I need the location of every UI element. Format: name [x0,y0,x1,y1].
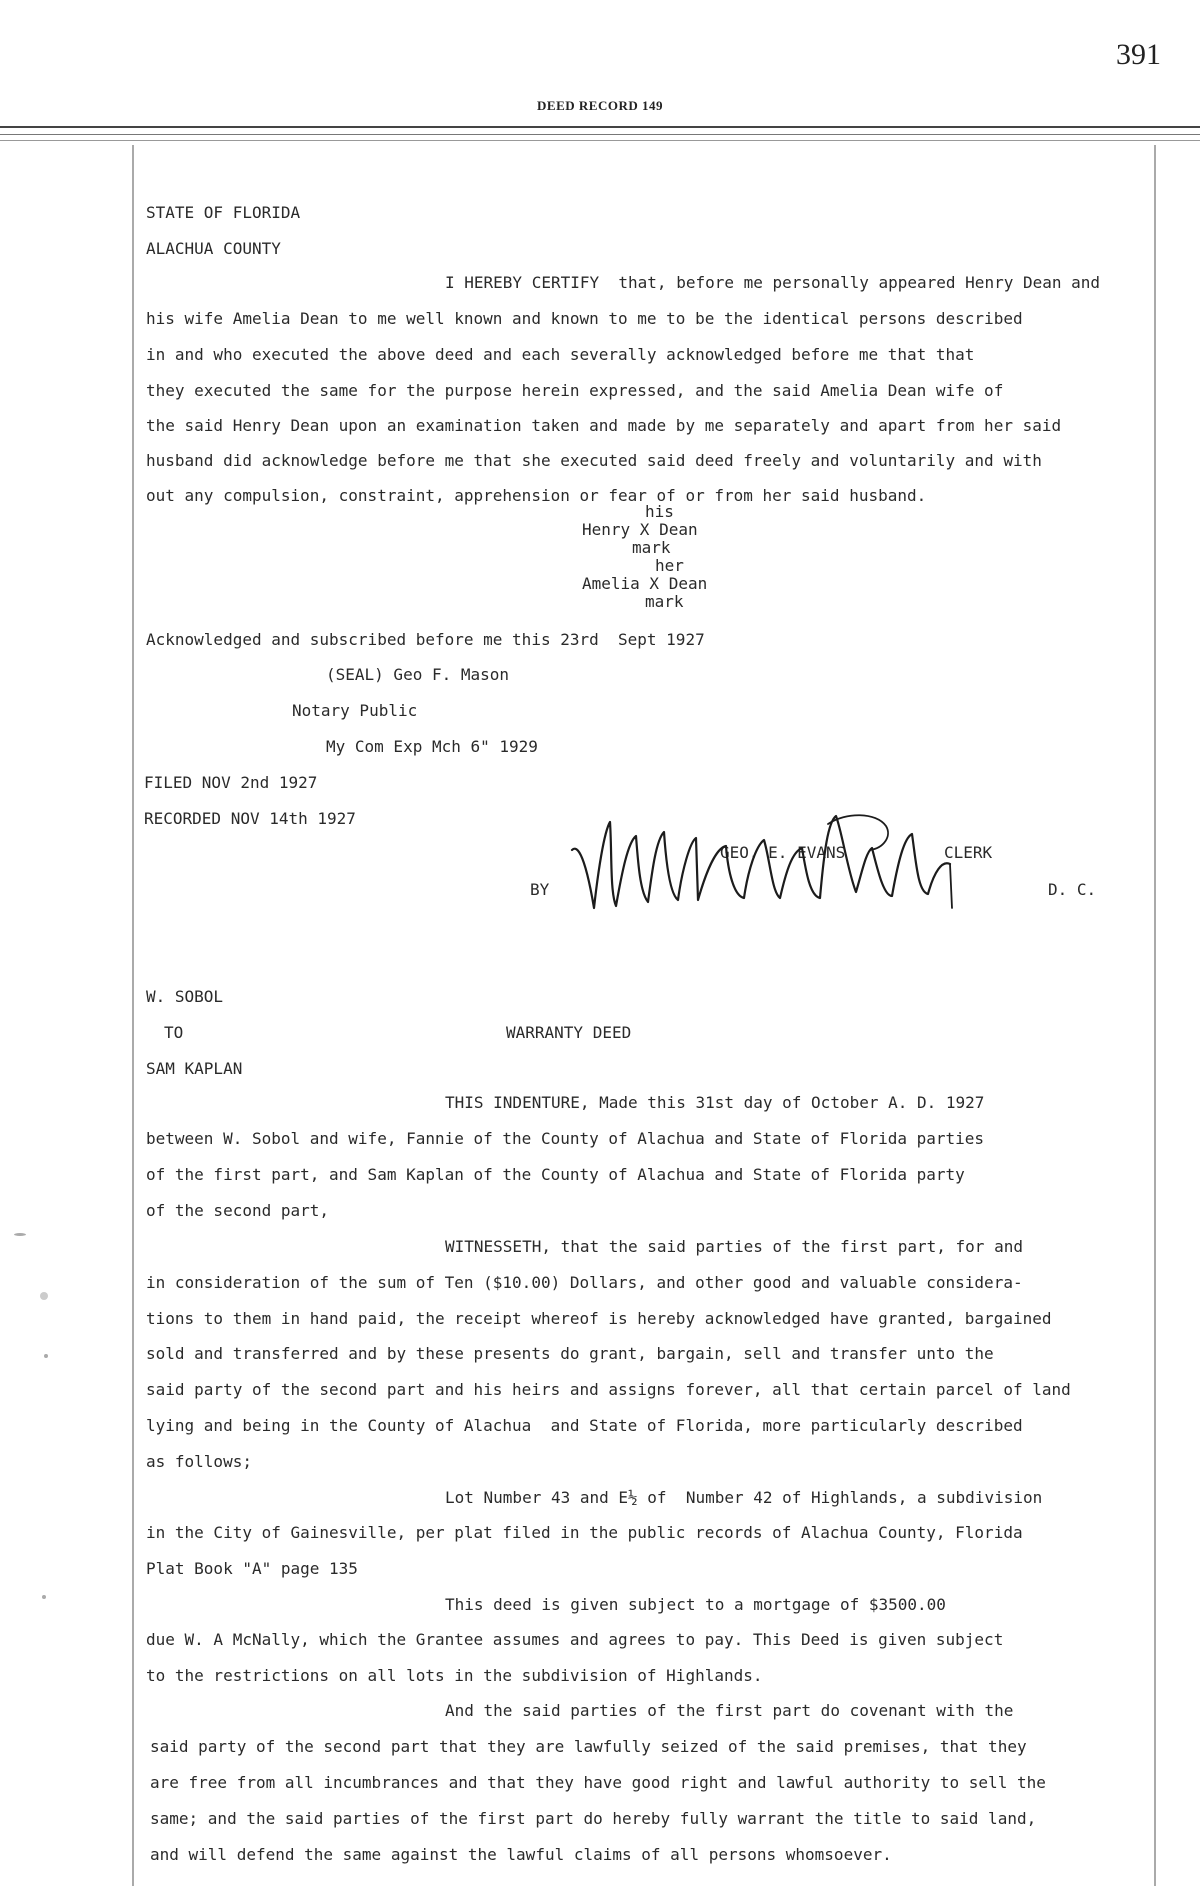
certify-line: they executed the same for the purpose herein expressed, and the said Amelia Dean wife of [146,381,1004,400]
notary-title-line: Notary Public [292,701,418,720]
county-line: ALACHUA COUNTY [146,239,281,258]
mark-label: mark [645,592,684,611]
lot-description-line: in the City of Gainesville, per plat filed in the public records of Alachua County, Florida [146,1523,1023,1542]
indenture-line: of the first part, and Sam Kaplan of the County of Alachua and State of Florida party [146,1165,965,1184]
witnesseth-line: as follows; [146,1452,252,1471]
subscribed-line: Acknowledged and subscribed before me this 23rd Sept 1927 [146,630,705,649]
margin-rule-left [132,145,134,1886]
scan-speck [40,1292,48,1300]
scan-speck [44,1354,48,1358]
margin-rule-right [1154,145,1156,1886]
indenture-line: between W. Sobol and wife, Fannie of the County of Alachua and State of Florida parties [146,1129,985,1148]
certify-line: in and who executed the above deed and each severally acknowledged before me that that [146,345,975,364]
header-rule [0,134,1200,135]
header-rule [0,126,1200,128]
state-line: STATE OF FLORIDA [146,203,301,222]
mark-label: mark [632,538,671,557]
page-number: 391 [1116,38,1161,71]
signatory-name: Henry X Dean [582,520,698,539]
clerk-name: GEO. E. EVANS [720,843,846,862]
handwritten-signature [566,812,966,922]
covenant-line: same; and the said parties of the first part do hereby fully warrant the title to said land, [150,1809,1037,1828]
certify-line: out any compulsion, constraint, apprehension or fear of or from her said husband. [146,486,927,505]
recorded-line: RECORDED NOV 14th 1927 [144,809,356,828]
by-label: BY [530,880,550,899]
to-label: TO [164,1023,184,1042]
clerk-label: CLERK [944,843,993,862]
covenant-line: said party of the second part that they are lawfully seized of the said premises, that they [150,1737,1027,1756]
notary-seal-line: (SEAL) Geo F. Mason [326,665,510,684]
scan-speck [42,1595,46,1599]
certify-line: his wife Amelia Dean to me well known and known to me to be the identical persons described [146,309,1023,328]
covenant-line: and will defend the same against the lawful claims of all persons whomsoever. [150,1845,892,1864]
witnesseth-line: lying and being in the County of Alachua and State of Florida, more particularly described [146,1416,1023,1435]
grantor-name: W. SOBOL [146,987,224,1006]
indenture-line: THIS INDENTURE, Made this 31st day of October A. D. 1927 [445,1093,985,1112]
lot-description-line: Lot Number 43 and E½ of Number 42 of Highlands, a subdivision [445,1488,1043,1507]
indenture-line: of the second part, [146,1201,330,1220]
witnesseth-line: WITNESSETH, that the said parties of the first part, for and [445,1237,1023,1256]
witnesseth-line: in consideration of the sum of Ten ($10.00) Dollars, and other good and valuable considera- [146,1273,1023,1292]
header-rule [0,140,1200,141]
commission-line: My Com Exp Mch 6" 1929 [326,737,538,756]
grantee-name: SAM KAPLAN [146,1059,243,1078]
mortgage-line: This deed is given subject to a mortgage of $3500.00 [445,1595,946,1614]
deputy-clerk-label: D. C. [1048,880,1097,899]
signatory-name: Amelia X Dean [582,574,708,593]
certify-line: husband did acknowledge before me that she executed said deed freely and voluntarily and with [146,451,1042,470]
mark-label: her [655,556,684,575]
deed-record-title: DEED RECORD 149 [537,98,663,113]
mark-label: his [645,502,674,521]
filed-line: FILED NOV 2nd 1927 [144,773,318,792]
lot-description-line: Plat Book "A" page 135 [146,1559,358,1578]
witnesseth-line: said party of the second part and his heirs and assigns forever, all that certain parcel of land [146,1380,1071,1399]
witnesseth-line: tions to them in hand paid, the receipt whereof is hereby acknowledged have granted, bargained [146,1309,1052,1328]
deed-title: WARRANTY DEED [506,1023,632,1042]
certify-line: I HEREBY CERTIFY that, before me personally appeared Henry Dean and [445,273,1101,292]
mortgage-line: due W. A McNally, which the Grantee assumes and agrees to pay. This Deed is given subject [146,1630,1004,1649]
covenant-line: And the said parties of the first part do covenant with the [445,1701,1014,1720]
covenant-line: are free from all incumbrances and that they have good right and lawful authority to sell the [150,1773,1046,1792]
witnesseth-line: sold and transferred and by these presents do grant, bargain, sell and transfer unto the [146,1344,994,1363]
mortgage-line: to the restrictions on all lots in the subdivision of Highlands. [146,1666,763,1685]
certify-line: the said Henry Dean upon an examination taken and made by me separately and apart from her said [146,416,1062,435]
scan-speck [14,1233,26,1236]
